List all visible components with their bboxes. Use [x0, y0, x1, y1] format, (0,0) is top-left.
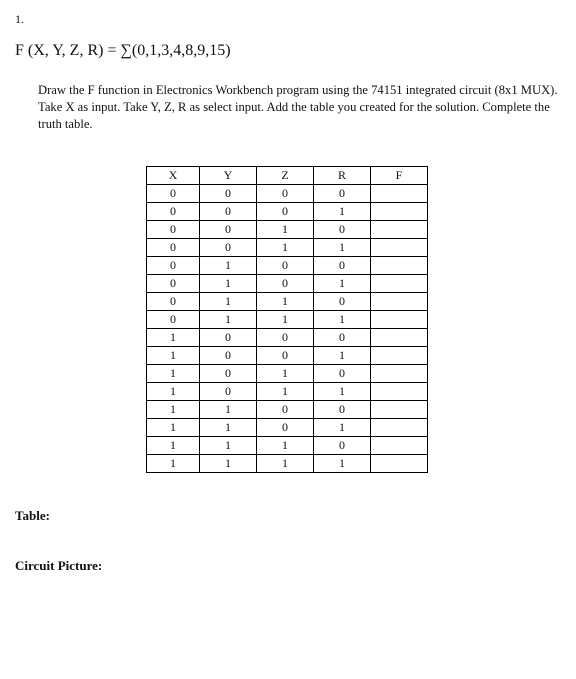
- cell-x: 0: [147, 311, 200, 329]
- table-row: [147, 347, 428, 365]
- cell-r: 1: [314, 203, 371, 221]
- cell-r: 0: [314, 221, 371, 239]
- cell-z: 1: [257, 239, 314, 257]
- cell-y: 1: [200, 293, 257, 311]
- table-row: [147, 329, 428, 347]
- cell-f[interactable]: [371, 185, 428, 203]
- table-row: [147, 185, 428, 203]
- cell-y: 1: [200, 275, 257, 293]
- cell-r: 1: [314, 347, 371, 365]
- cell-y: 1: [200, 311, 257, 329]
- cell-x: 0: [147, 185, 200, 203]
- cell-r: 1: [314, 383, 371, 401]
- function-expression: F (X, Y, Z, R) = ∑(0,1,3,4,8,9,15): [15, 42, 231, 59]
- circuit-picture-label: Circuit Picture:: [15, 558, 103, 573]
- cell-x: 1: [147, 383, 200, 401]
- cell-x: 0: [147, 275, 200, 293]
- cell-r: 0: [314, 293, 371, 311]
- header-r: R: [314, 167, 371, 185]
- table-row: [147, 365, 428, 383]
- cell-z: 1: [257, 437, 314, 455]
- cell-x: 1: [147, 437, 200, 455]
- table-row: [147, 275, 428, 293]
- cell-r: 0: [314, 185, 371, 203]
- question-number: 1.: [15, 12, 24, 26]
- cell-x: 1: [147, 401, 200, 419]
- cell-x: 0: [147, 257, 200, 275]
- cell-y: 1: [200, 455, 257, 473]
- cell-f[interactable]: [371, 311, 428, 329]
- cell-z: 0: [257, 203, 314, 221]
- cell-x: 0: [147, 203, 200, 221]
- cell-f[interactable]: [371, 437, 428, 455]
- cell-r: 1: [314, 455, 371, 473]
- table-row: [147, 383, 428, 401]
- cell-x: 1: [147, 455, 200, 473]
- truth-table: [146, 166, 428, 473]
- header-y: Y: [200, 167, 257, 185]
- cell-r: 0: [314, 437, 371, 455]
- header-f: F: [371, 167, 428, 185]
- table-row: [147, 203, 428, 221]
- cell-z: 0: [257, 419, 314, 437]
- cell-z: 0: [257, 329, 314, 347]
- cell-z: 0: [257, 401, 314, 419]
- truth-table-body: [147, 185, 428, 473]
- cell-r: 0: [314, 401, 371, 419]
- cell-f[interactable]: [371, 293, 428, 311]
- cell-f[interactable]: [371, 383, 428, 401]
- cell-x: 1: [147, 365, 200, 383]
- table-row: [147, 257, 428, 275]
- cell-f[interactable]: [371, 365, 428, 383]
- cell-r: 1: [314, 311, 371, 329]
- cell-f[interactable]: [371, 257, 428, 275]
- cell-z: 1: [257, 455, 314, 473]
- table-row: [147, 455, 428, 473]
- cell-f[interactable]: [371, 347, 428, 365]
- cell-x: 0: [147, 239, 200, 257]
- table-row: [147, 401, 428, 419]
- cell-z: 1: [257, 293, 314, 311]
- cell-z: 0: [257, 185, 314, 203]
- table-row: [147, 311, 428, 329]
- cell-x: 1: [147, 329, 200, 347]
- table-row: [147, 437, 428, 455]
- cell-y: 1: [200, 437, 257, 455]
- cell-y: 0: [200, 365, 257, 383]
- cell-x: 0: [147, 221, 200, 239]
- cell-z: 1: [257, 383, 314, 401]
- cell-y: 0: [200, 221, 257, 239]
- cell-y: 1: [200, 401, 257, 419]
- cell-x: 0: [147, 293, 200, 311]
- cell-y: 1: [200, 257, 257, 275]
- table-row: [147, 221, 428, 239]
- table-row: [147, 293, 428, 311]
- cell-x: 1: [147, 419, 200, 437]
- cell-f[interactable]: [371, 221, 428, 239]
- cell-y: 0: [200, 383, 257, 401]
- cell-y: 0: [200, 329, 257, 347]
- cell-z: 1: [257, 221, 314, 239]
- cell-r: 1: [314, 275, 371, 293]
- truth-table-header-row: [147, 167, 428, 185]
- header-x: X: [147, 167, 200, 185]
- cell-f[interactable]: [371, 419, 428, 437]
- cell-z: 1: [257, 311, 314, 329]
- cell-r: 0: [314, 257, 371, 275]
- cell-z: 1: [257, 365, 314, 383]
- cell-z: 0: [257, 275, 314, 293]
- instructions-paragraph: Draw the F function in Electronics Workbench program using the 74151 integrated circuit (8x1 MUX). Take X as input. Take Y, Z, R as select input. Add the table you created for the solution. Complete the truth table.: [38, 83, 558, 131]
- cell-z: 0: [257, 347, 314, 365]
- cell-r: 0: [314, 329, 371, 347]
- header-z: Z: [257, 167, 314, 185]
- cell-f[interactable]: [371, 455, 428, 473]
- cell-y: 1: [200, 419, 257, 437]
- cell-f[interactable]: [371, 275, 428, 293]
- table-row: [147, 419, 428, 437]
- table-row: [147, 239, 428, 257]
- cell-f[interactable]: [371, 329, 428, 347]
- cell-y: 0: [200, 185, 257, 203]
- table-label: Table:: [15, 508, 50, 523]
- cell-r: 1: [314, 419, 371, 437]
- cell-y: 0: [200, 347, 257, 365]
- cell-r: 0: [314, 365, 371, 383]
- cell-y: 0: [200, 239, 257, 257]
- cell-f[interactable]: [371, 239, 428, 257]
- cell-f[interactable]: [371, 401, 428, 419]
- cell-r: 1: [314, 239, 371, 257]
- cell-y: 0: [200, 203, 257, 221]
- cell-x: 1: [147, 347, 200, 365]
- cell-z: 0: [257, 257, 314, 275]
- cell-f[interactable]: [371, 203, 428, 221]
